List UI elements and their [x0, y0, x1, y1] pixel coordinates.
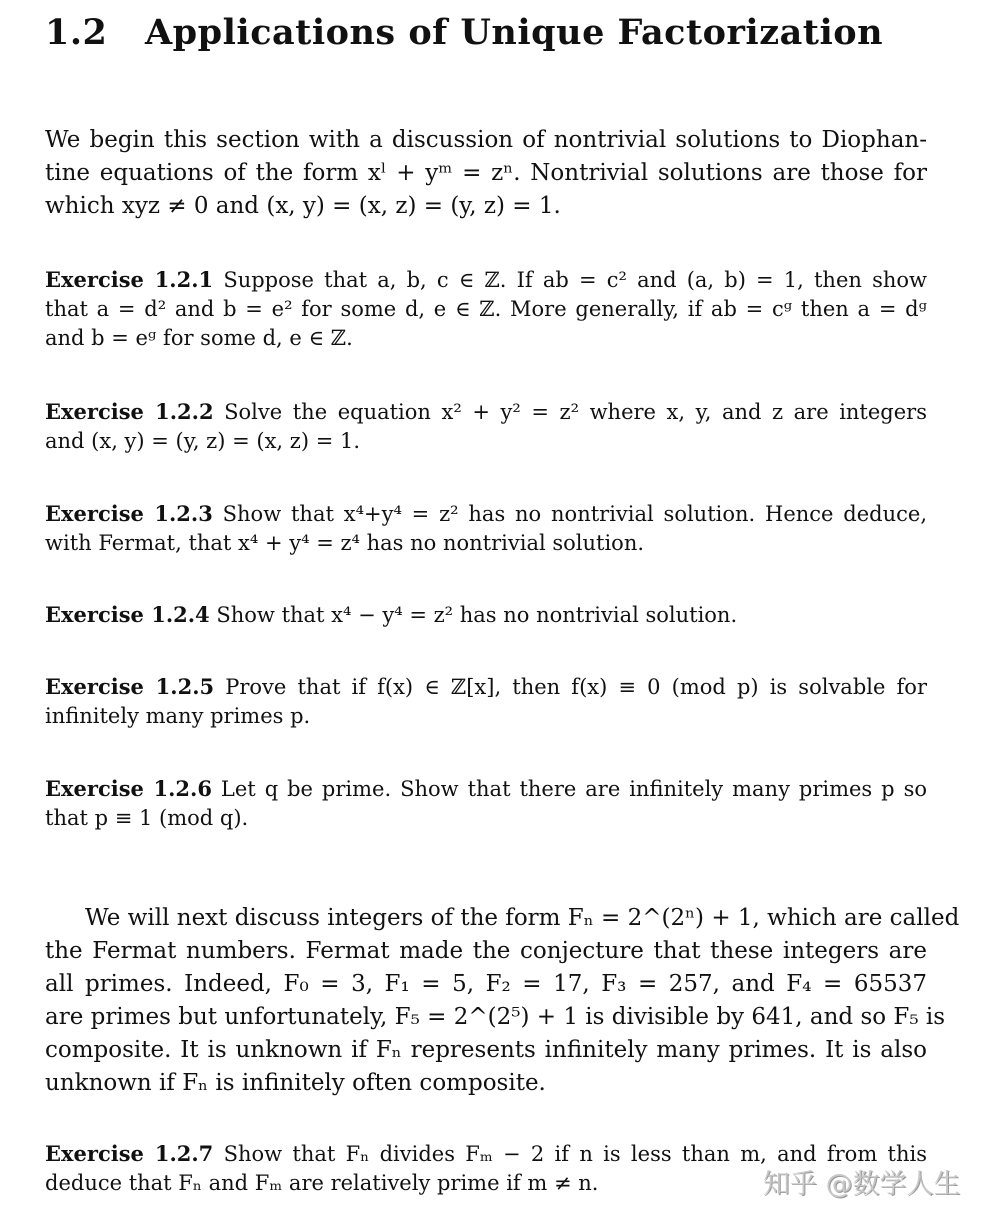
text-line: Prove that if f(x) ∈ ℤ[x], then f(x) ≡ 0 (mod p) is solvable for [225, 675, 927, 699]
fermat-paragraph [45, 902, 960, 1100]
exercise-1-2-6 [45, 774, 927, 833]
text-line: deduce that Fₙ and Fₘ are relatively prime if m ≠ n. [45, 1170, 599, 1195]
text-line: tine equations of the form xˡ + yᵐ = zⁿ. Nontrivial solutions are those for [45, 160, 927, 186]
text-line: are primes but unfortunately, F₅ = 2^(2⁵) + 1 is divisible by 641, and so F₅ is [45, 1004, 946, 1030]
exercise-label: Exercise 1.2.5 [45, 674, 215, 699]
text-line: We begin this section with a discussion of nontrivial solutions to Diophan- [45, 127, 927, 153]
text-line: We will next discuss integers of the form Fₙ = 2^(2ⁿ) + 1, which are called [85, 905, 960, 931]
exercise-1-2-1 [45, 265, 927, 354]
text-line: and b = eᵍ for some d, e ∈ ℤ. [45, 326, 353, 350]
exercise-1-2-4 [45, 600, 927, 630]
text-line: Suppose that a, b, c ∈ ℤ. If ab = c² and (a, b) = 1, then show [223, 268, 927, 292]
text-line: which xyz ≠ 0 and (x, y) = (x, z) = (y, z) = 1. [45, 193, 561, 219]
text-line: unknown if Fₙ is infinitely often composite. [45, 1070, 546, 1096]
text-line: infinitely many primes p. [45, 703, 311, 728]
text-line: with Fermat, that x⁴ + y⁴ = z⁴ has no nontrivial solution. [45, 530, 645, 555]
text-line: that a = d² and b = e² for some d, e ∈ ℤ. More generally, if ab = cᵍ then a = dᵍ [45, 296, 927, 321]
exercise-label: Exercise 1.2.6 [45, 776, 212, 801]
exercise-label: Exercise 1.2.2 [45, 399, 214, 424]
text-line: the Fermat numbers. Fermat made the conjecture that these integers are [45, 938, 927, 964]
section-number: 1.2 [45, 12, 108, 53]
exercise-1-2-2 [45, 397, 927, 456]
section-heading [45, 12, 883, 53]
exercise-label: Exercise 1.2.7 [45, 1141, 214, 1166]
text-line: and (x, y) = (y, z) = (x, z) = 1. [45, 428, 360, 453]
exercise-1-2-5 [45, 672, 927, 731]
text-line: all primes. Indeed, F₀ = 3, F₁ = 5, F₂ = 17, F₃ = 257, and F₄ = 65537 [45, 971, 927, 997]
exercise-label: Exercise 1.2.1 [45, 267, 214, 292]
text-line: Let q be prime. Show that there are infinitely many primes p so [220, 777, 927, 801]
section-title: Applications of Unique Factorization [145, 12, 884, 53]
text-line: composite. It is unknown if Fₙ represents infinitely many primes. It is also [45, 1037, 927, 1063]
text-line: Show that Fₙ divides Fₘ − 2 if n is less than m, and from this [223, 1142, 927, 1166]
exercise-1-2-3 [45, 499, 927, 558]
intro-paragraph [45, 124, 927, 223]
text-line: that p ≡ 1 (mod q). [45, 805, 249, 830]
exercise-label: Exercise 1.2.3 [45, 501, 213, 526]
text-line: Show that x⁴ − y⁴ = z² has no nontrivial solution. [216, 603, 738, 627]
zhihu-watermark: 知乎 @数学人生 [763, 1169, 961, 1200]
exercise-label: Exercise 1.2.4 [45, 602, 210, 627]
text-line: Show that x⁴+y⁴ = z² has no nontrivial solution. Hence deduce, [222, 502, 927, 526]
text-line: Solve the equation x² + y² = z² where x, y, and z are integers [224, 400, 927, 424]
